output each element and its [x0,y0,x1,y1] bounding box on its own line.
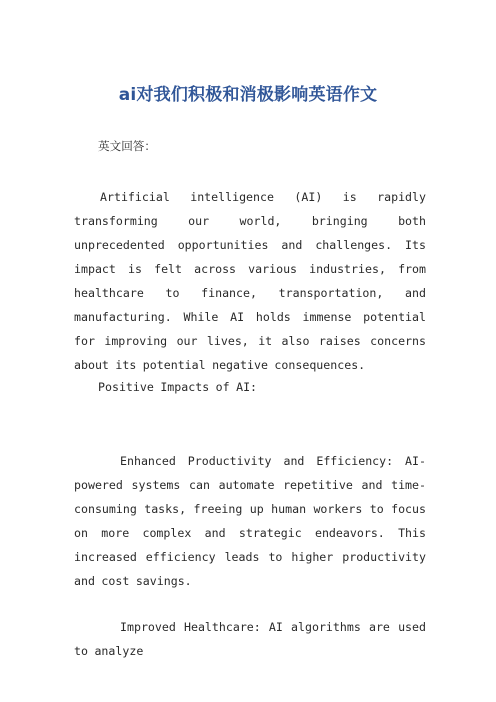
paragraph-intro: Artificial intelligence (AI) is rapidly transforming our world, bringing both unprecedented opportunities and challenges. Its impact is felt across various industries, from healthcare to finance, transportation, and manufacturing. While AI holds immense potential for improving our lives, it also raises concerns about its potential negative consequences. [74,190,426,372]
document-title: ai对我们积极和消极影响英语作文 [118,85,378,105]
paragraph-healthcare: Improved Healthcare: AI algorithms are used to analyze [74,620,426,658]
paragraph-productivity: Enhanced Productivity and Efficiency: AI-powered systems can automate repetitive and time-consuming tasks, freeing up human workers to focus on more complex and strategic endeavors. This increased efficiency leads to higher productivity and cost savings. [74,454,426,588]
answer-label: 英文回答： [98,139,156,153]
section-heading-positive: Positive Impacts of AI: [98,380,258,394]
